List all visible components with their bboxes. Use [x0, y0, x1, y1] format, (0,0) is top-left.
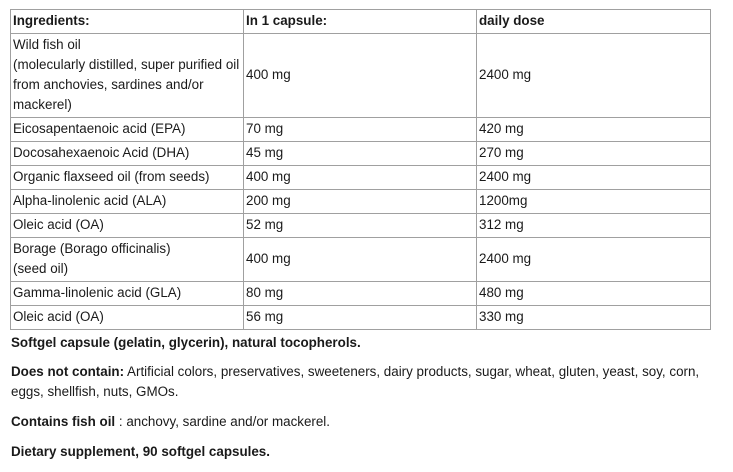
per-capsule-cell: 400 mg — [244, 238, 477, 282]
per-capsule-cell: 56 mg — [244, 306, 477, 330]
table-row — [11, 190, 711, 214]
ingredient-name-cell: Oleic acid (OA) — [11, 214, 244, 238]
daily-dose-cell: 2400 mg — [477, 238, 711, 282]
does-not-contain-note — [11, 362, 710, 402]
contains-fish-oil-note — [11, 412, 710, 432]
daily-dose-cell: 270 mg — [477, 142, 711, 166]
daily-dose-cell: 1200mg — [477, 190, 711, 214]
daily-dose-cell: 2400 mg — [477, 166, 711, 190]
table-row — [11, 214, 711, 238]
does-not-contain-label: Does not contain: — [11, 364, 125, 379]
daily-dose-cell: 2400 mg — [477, 34, 711, 118]
ingredient-name-cell: Gamma-linolenic acid (GLA) — [11, 282, 244, 306]
supplement-facts — [10, 9, 710, 472]
per-capsule-cell: 52 mg — [244, 214, 477, 238]
per-capsule-cell: 45 mg — [244, 142, 477, 166]
table-row — [11, 238, 711, 282]
daily-dose-cell: 480 mg — [477, 282, 711, 306]
notes-section — [10, 333, 710, 462]
ingredient-name-cell: Docosahexaenoic Acid (DHA) — [11, 142, 244, 166]
ingredients-table — [10, 9, 711, 330]
contains-fish-oil-label: Contains fish oil — [11, 414, 116, 429]
daily-dose-cell: 420 mg — [477, 118, 711, 142]
table-row — [11, 34, 711, 118]
dietary-supplement-text: Dietary supplement, 90 softgel capsules. — [11, 444, 270, 459]
per-capsule-cell: 400 mg — [244, 166, 477, 190]
ingredient-name-cell: Borage (Borago officinalis) (seed oil) — [11, 238, 244, 282]
table-row — [11, 166, 711, 190]
table-row — [11, 282, 711, 306]
header-ingredients: Ingredients: — [11, 10, 244, 34]
does-not-contain-text: Artificial colors, preservatives, sweeteners, dairy products, sugar, wheat, gluten, yeast, soy, corn, eggs, shellfish, nuts, GMOs. — [11, 364, 700, 399]
daily-dose-cell: 312 mg — [477, 214, 711, 238]
table-row — [11, 306, 711, 330]
contains-fish-oil-text: : anchovy, sardine and/or mackerel. — [115, 414, 331, 429]
softgel-text: Softgel capsule (gelatin, glycerin), natural tocopherols. — [11, 335, 361, 350]
per-capsule-cell: 200 mg — [244, 190, 477, 214]
header-per-capsule: In 1 capsule: — [244, 10, 477, 34]
ingredient-name-cell: Alpha-linolenic acid (ALA) — [11, 190, 244, 214]
softgel-note — [11, 333, 710, 353]
ingredient-name-cell: Oleic acid (OA) — [11, 306, 244, 330]
ingredient-name-cell: Eicosapentaenoic acid (EPA) — [11, 118, 244, 142]
daily-dose-cell: 330 mg — [477, 306, 711, 330]
table-header-row — [11, 10, 711, 34]
table-row — [11, 142, 711, 166]
table-row — [11, 118, 711, 142]
per-capsule-cell: 70 mg — [244, 118, 477, 142]
per-capsule-cell: 400 mg — [244, 34, 477, 118]
dietary-supplement-note — [11, 442, 710, 462]
ingredient-name-cell: Wild fish oil (molecularly distilled, super purified oil from anchovies, sardines and/or mackerel) — [11, 34, 244, 118]
per-capsule-cell: 80 mg — [244, 282, 477, 306]
header-daily-dose: daily dose — [477, 10, 711, 34]
ingredient-name-cell: Organic flaxseed oil (from seeds) — [11, 166, 244, 190]
